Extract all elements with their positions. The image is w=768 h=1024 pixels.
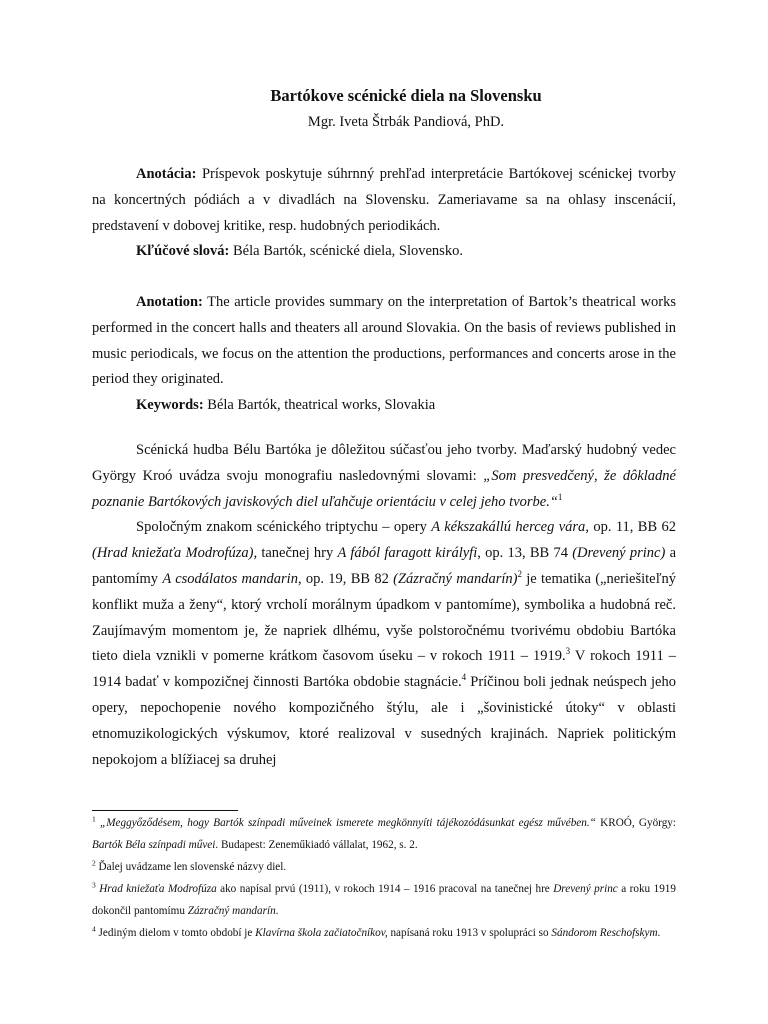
work-title: Drevený princ xyxy=(553,883,618,895)
footnote-3-number: 3 xyxy=(92,880,96,890)
english-keywords-text: Béla Bartók, theatrical works, Slovakia xyxy=(203,397,436,414)
text-run: tanečnej hry xyxy=(257,545,338,562)
slovak-abstract-label: Anotácia: xyxy=(136,166,197,182)
footnote-2 xyxy=(92,856,676,878)
slovak-keywords-text: Béla Bartók, scénické diela, Slovensko. xyxy=(229,243,463,260)
author-line: Mgr. Iveta Štrbák Pandiová, PhD. xyxy=(307,114,505,130)
english-abstract-text: The article provides summary on the interpretation of Bartok’s theatrical works performed in the concert halls and theaters all around Slovakia. On the basis of reviews published in music periodicals, we focus on the attention the productions, performances and concerts arose in the period they originated. xyxy=(92,294,676,388)
text-run: , op. 13, BB 74 xyxy=(477,545,573,562)
text-run: . Budapest: Zeneműkiadó vállalat, 1962, s. 2. xyxy=(215,839,418,851)
english-abstract-label: Anotation: xyxy=(136,294,203,310)
text-run: . xyxy=(275,905,279,917)
slovak-keywords xyxy=(92,239,676,265)
text-run: je tematika („neriešiteľný konflikt muža a ženy“, ktorý vrcholí morálnym úpadkom v pantomíme), symbolika a hudobná reč. Zaujímavým momentom je, že napriek dlhému, vyše polstoročnému tvorivému obdobiu Bartóka tieto diela vznikli v pomerne krátkom časovom úseku – v rokoch 1911 – 1919. xyxy=(92,570,676,665)
main-text xyxy=(92,438,676,773)
footnote-2-number: 2 xyxy=(92,858,96,868)
slovak-abstract xyxy=(92,162,676,239)
work-title: Klavírna škola začiatočníkov, xyxy=(255,927,388,939)
text-run: a pantomímy xyxy=(92,545,676,587)
text-run: KROÓ, György: xyxy=(600,817,676,829)
text-run: . xyxy=(657,927,661,939)
text-run: napísaná roku 1913 v spolupráci so xyxy=(387,927,552,939)
work-title: A kékszakállú herceg vára xyxy=(431,519,586,536)
footnote-3 xyxy=(92,878,676,922)
work-title: A csodálatos mandarin xyxy=(162,570,298,587)
work-title: (Hrad kniežaťa Modrofúza), xyxy=(92,545,258,562)
text-run: a roku 1919 dokončil pantomímu xyxy=(92,883,676,917)
book-title: Bartók Béla színpadi művei xyxy=(92,839,216,851)
footnote-ref-4[interactable]: 4 xyxy=(461,672,467,683)
english-keywords-label: Keywords: xyxy=(136,397,204,414)
footnote-ref-3[interactable]: 3 xyxy=(565,646,571,657)
slovak-abstract-text: Príspevok poskytuje súhrnný prehľad interpretácie Bartókovej scénickej tvorby na koncertných pódiách a v divadlách na Slovensku. Zameriavame sa na ohlasy inscenácií, predstavení v dobovej kritike, resp. hudobných periodikách. xyxy=(92,166,676,234)
paragraph-2 xyxy=(92,515,676,773)
footnote-1-quote: „Meggyőződésem, hogy Bartók színpadi műveinek ismerete megkönnyíti tájékozódásunkat egész művében.“ xyxy=(95,817,596,829)
footnote-ref-1[interactable]: 1 xyxy=(557,491,563,502)
text-run: , op. 19, BB 82 xyxy=(297,570,394,587)
paper-title: Bartókove scénické diela na Slovensku xyxy=(270,86,542,105)
slovak-keywords-label: Kľúčové slová: xyxy=(136,243,230,260)
work-title: (Zázračný mandarín) xyxy=(393,570,518,587)
footnote-separator xyxy=(92,810,238,811)
kroo-quote: „Som presvedčený, že dôkladné poznanie Bartókových javiskových diel uľahčuje orientáciu v celej jeho tvorbe.“ xyxy=(92,467,676,510)
footnote-ref-2[interactable]: 2 xyxy=(517,569,522,580)
text-run: , op. 11, BB 62 xyxy=(585,519,676,536)
footnotes xyxy=(92,812,676,944)
text-run: ako napísal prvú (1911), v rokoch 1914 – 1916 pracoval na tanečnej hre xyxy=(216,883,554,895)
english-abstract xyxy=(92,290,676,393)
text-run: V rokoch 1911 – 1914 badať v kompozičnej činnosti Bartóka obdobie stagnácie. xyxy=(92,648,676,691)
paragraph-1-text: Scénická hudba Bélu Bartóka je dôležitou súčasťou jeho tvorby. Maďarský hudobný vedec György Kroó uvádza svoju monografiu nasledovnými slovami: xyxy=(92,442,676,484)
text-run: Jediným dielom v tomto období je xyxy=(95,927,256,939)
work-title: Zázračný mandarín xyxy=(187,905,276,917)
work-title: (Drevený princ) xyxy=(572,545,666,562)
footnote-1-number: 1 xyxy=(92,814,96,824)
paragraph-1 xyxy=(92,438,676,515)
english-keywords xyxy=(92,393,676,419)
footnote-4-number: 4 xyxy=(92,924,96,934)
footnote-1 xyxy=(92,812,676,856)
footnote-2-text: Ďalej uvádzame len slovenské názvy diel. xyxy=(95,861,287,873)
work-title: A fából faragott királyfi xyxy=(337,545,478,562)
text-run: Spoločným znakom scénického triptychu – opery xyxy=(136,519,432,536)
footnote-4 xyxy=(92,922,676,944)
english-abstract-block xyxy=(92,290,676,419)
slovak-abstract-block xyxy=(92,162,676,265)
text-run: Príčinou boli jednak neúspech jeho opery, nepochopenie nového kompozičného štýlu, ale i „šovinistické útoky“ v oblasti etnomuzikologických výskumov, ktoré realizoval v susedných krajinách. Napriek politickým nepokojom a blížiacej sa druhej xyxy=(92,674,676,768)
person-name: Sándorom Reschofskym xyxy=(551,927,658,939)
work-title: Hrad kniežaťa Modrofúza xyxy=(95,883,217,895)
